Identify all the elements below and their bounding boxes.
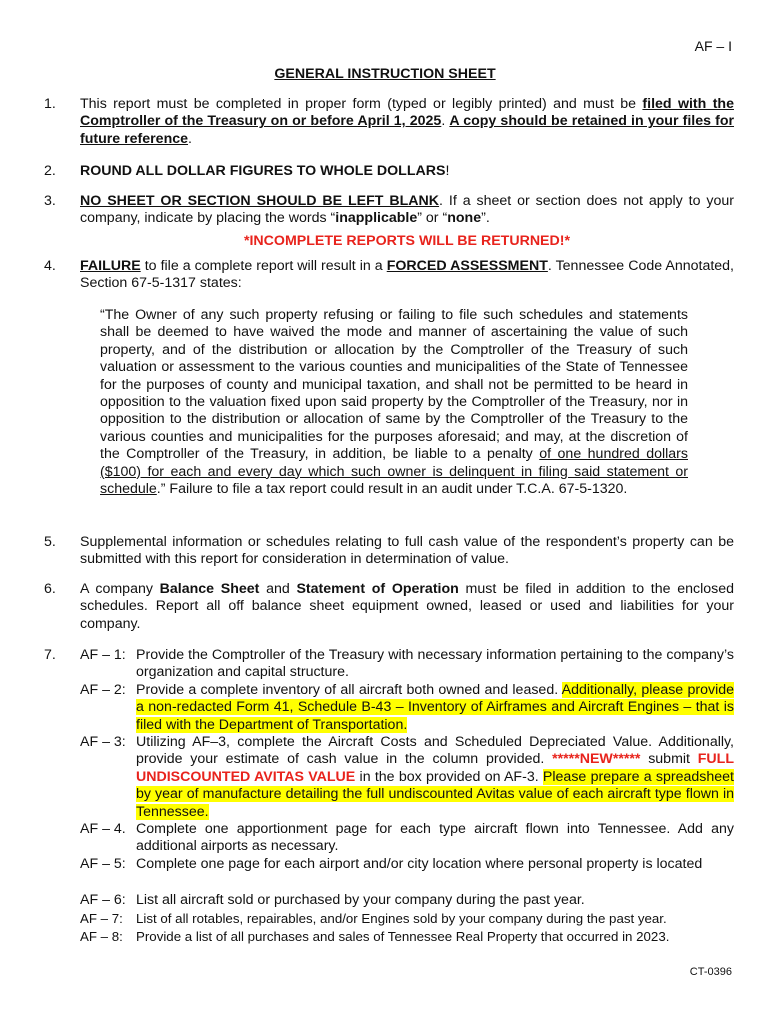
af-label: AF – 8: <box>80 929 123 944</box>
item-number: 1. <box>44 96 56 112</box>
af-label: AF – 1: <box>80 647 126 663</box>
incomplete-warning: *INCOMPLETE REPORTS WILL BE RETURNED!* <box>243 233 571 249</box>
statute-quote: “The Owner of any such property refusing or failing to file such schedules and statements shall be deemed to have waived the mode and manner of ascertaining the value of such property, and of the distribution or allocation by the Comptroller of the Treasury of such valuation or assessment to the various counties and municipalities of the State of Tennessee for the purposes of county and municipal taxation, and shall not be permitted to be heard in opposition to the valuation fixed upon said property by the Comptroller of the Treasury, nor in opposition to the distribution or allocation of same by the Comptroller of the Treasury to the various counties and municipalities for the purposes aforesaid; and may, at the discretion of the Comptroller of the Treasury, in addition, be liable to a penalty of one hundred dollars ($100) for each and every day which such owner is delinquent in filing said statement or schedule.” Failure to file a tax report could result in an audit under T.C.A. 67-5-1320. <box>100 307 688 498</box>
af-4-row <box>80 821 734 856</box>
af-1-row <box>80 647 734 682</box>
item-text: A company Balance Sheet and Statement of Operation must be filed in addition to the enclosed schedules. Report all off balance sheet equipment owned, leased or used and liabilities for your company. <box>80 581 734 632</box>
af-8-row <box>80 928 734 945</box>
penalty-text: of one hundred dollars ($100) for each and every day which such owner is delinquent in filing said statement or schedule <box>100 446 688 498</box>
item-number: 3. <box>44 193 56 209</box>
af-7-row <box>80 910 734 927</box>
avitas-value-note: FULL UNDISCOUNTED AVITAS VALUE <box>136 751 735 785</box>
af-text: Complete one apportionment page for each type aircraft flown into Tennessee. Add any additional airports as necessary. <box>136 821 734 855</box>
item-number: 4. <box>44 258 56 274</box>
item-text: FAILURE to file a complete report will result in a FORCED ASSESSMENT. Tennessee Code Annotated, Section 67-5-1317 states: <box>80 258 735 292</box>
af-3-row <box>80 734 734 821</box>
af-text: List of all rotables, repairables, and/or Engines sold by your company during the past year. <box>136 911 667 926</box>
filing-deadline: filed with the Comptroller of the Treasury on or before April 1, 2025 <box>80 96 734 130</box>
af-2-row <box>80 682 734 734</box>
af-6-row <box>80 892 734 909</box>
af-text: Provide the Comptroller of the Treasury with necessary information pertaining to the company’s organization and capital structure. <box>136 647 734 681</box>
item-number: 7. <box>44 647 56 663</box>
item-text: ROUND ALL DOLLAR FIGURES TO WHOLE DOLLARS! <box>80 163 450 179</box>
item-text: This report must be completed in proper form (typed or legibly printed) and must be filed with the Comptroller of the Treasury on or before April 1, 2025. A copy should be retained in your files for future reference. <box>80 96 735 147</box>
af-text: Provide a list of all purchases and sales of Tennessee Real Property that occurred in 2023. <box>136 929 670 944</box>
form-code-header: AF – I <box>694 38 732 54</box>
af-label: AF – 3: <box>80 734 126 750</box>
af-text: Provide a complete inventory of all aircraft both owned and leased. Additionally, please provide a non-redacted Form 41, Schedule B-43 – Inventory of Airframes and Aircraft Engines – that is filed with the Department of Transportation. <box>136 682 735 733</box>
af-label: AF – 2: <box>80 682 126 698</box>
highlighted-request: Additionally, please provide a non-redacted Form 41, Schedule B-43 – Inventory of Airframes and Aircraft Engines – that is filed with the Department of Transportation. <box>136 682 735 733</box>
form-code-footer: CT-0396 <box>689 966 732 978</box>
retain-copy-note: A copy should be retained in your files for future reference <box>80 113 735 147</box>
item-number: 2. <box>44 163 56 179</box>
af-label: AF – 5: <box>80 856 126 872</box>
highlighted-request: Please prepare a spreadsheet by year of manufacture detailing the full undiscounted Avitas value of each aircraft type flown in Tennessee. <box>136 768 734 820</box>
item-number: 5. <box>44 534 56 550</box>
page-title: GENERAL INSTRUCTION SHEET <box>274 66 496 82</box>
af-text: Utilizing AF–3, complete the Aircraft Costs and Scheduled Depreciated Value. Additionally, provide your estimate of cash value in the column provided. *****NEW***** submit FULL UNDISCOUNTED AVITAS VALUE in the box provided on AF-3. Please prepare a spreadsheet by year of manufacture detailing the full undiscounted Avitas value of each aircraft type flown in Tennessee. <box>136 734 735 820</box>
item-text: Supplemental information or schedules relating to full cash value of the respondent’s property can be submitted with this report for consideration in determination of value. <box>80 534 734 568</box>
af-label: AF – 4. <box>80 821 126 837</box>
af-label: AF – 6: <box>80 892 126 908</box>
item-text: NO SHEET OR SECTION SHOULD BE LEFT BLANK. If a sheet or section does not apply to your company, indicate by placing the words “inapplicable” or “none”. <box>80 193 734 227</box>
af-text: Complete one page for each airport and/or city location where personal property is located <box>136 856 703 872</box>
item-number: 6. <box>44 581 56 597</box>
af-label: AF – 7: <box>80 911 123 926</box>
af-5-row <box>80 856 734 873</box>
af-text: List all aircraft sold or purchased by your company during the past year. <box>136 892 585 908</box>
new-badge: *****NEW***** <box>552 751 641 768</box>
